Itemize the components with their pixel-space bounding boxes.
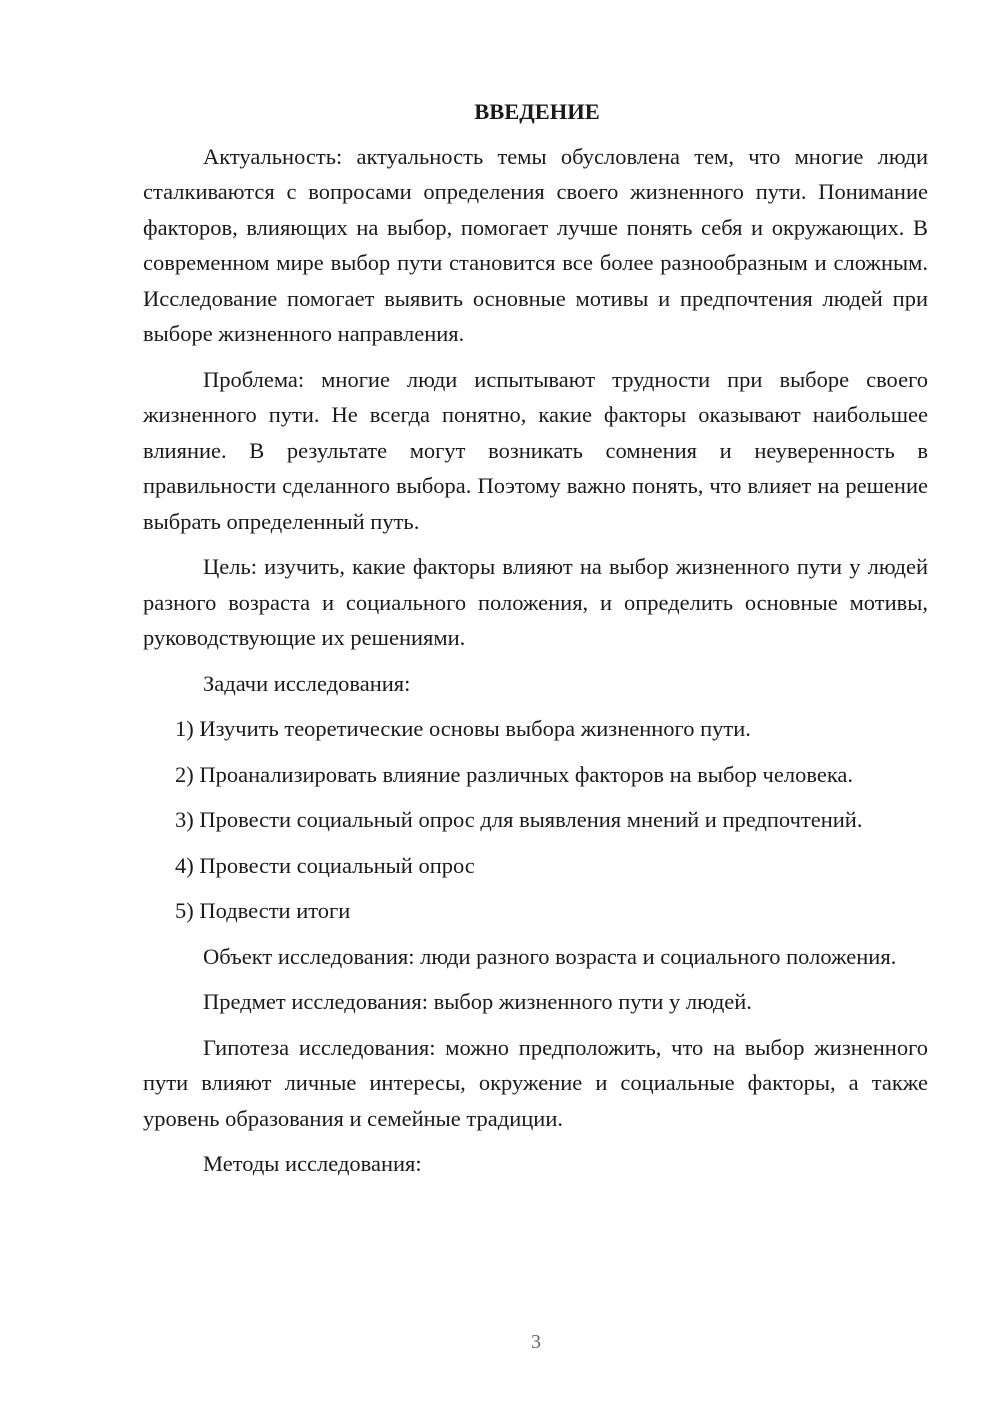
goal-paragraph: Цель: изучить, какие факторы влияют на выбор жизненного пути у людей разного возраста и социального положения, и определить основные мотивы, руководствующие их решениями. [143, 554, 928, 650]
section-title: ВВЕДЕНИЕ [474, 99, 600, 124]
hypothesis-paragraph: Гипотеза исследования: можно предположить, что на выбор жизненного пути влияют личные интересы, окружение и социальные факторы, а также уровень образования и семейные традиции. [143, 1034, 928, 1131]
relevance-paragraph: Актуальность: актуальность темы обусловлена тем, что многие люди сталкиваются с вопросами определения своего жизненного пути. Понимание факторов, влияющих на выбор, помогает лучше понять себя и окружающих. В современном мире выбор пути становится все более разнообразным и сложным. Исследование помогает выявить основные мотивы и предпочтения людей при выборе жизненного направления. [143, 143, 928, 346]
task-item-5: 5) Подвести итоги [175, 898, 351, 923]
problem-paragraph: Проблема: многие люди испытывают трудности при выборе своего жизненного пути. Не всегда понятно, какие факторы оказывают наибольшее влияние. В результате могут возникать сомнения и неуверенность в правильности сделанного выбора. Поэтому важно понять, что влияет на решение выбрать определенный путь. [143, 366, 928, 534]
task-item-4: 4) Провести социальный опрос [175, 852, 475, 878]
page-number: 3 [531, 1331, 541, 1353]
subject-paragraph: Предмет исследования: выбор жизненного пути у людей. [203, 989, 752, 1014]
tasks-heading: Задачи исследования: [203, 670, 411, 696]
task-item-2: 2) Проанализировать влияние различных факторов на выбор человека. [175, 761, 854, 787]
page-content [143, 94, 928, 1192]
task-item-3: 3) Провести социальный опрос для выявления мнений и предпочтений. [175, 807, 863, 832]
task-item-1: 1) Изучить теоретические основы выбора жизненного пути. [175, 716, 751, 741]
object-paragraph: Объект исследования: люди разного возраста и социального положения. [203, 943, 897, 969]
methods-heading: Методы исследования: [203, 1151, 422, 1176]
